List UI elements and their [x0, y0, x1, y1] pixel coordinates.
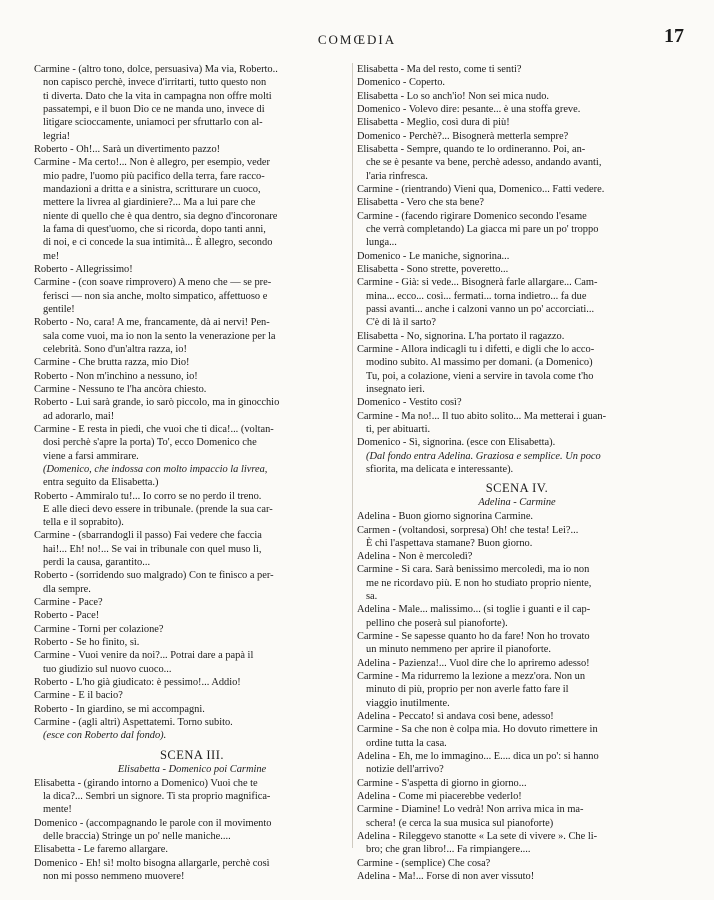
- dialogue-line: Elisabetta - Meglio, così dura di più!: [357, 117, 510, 129]
- dialogue-line: Carmine - (semplice) Che cosa?: [357, 857, 491, 869]
- dialogue-line: Domenico - Eh! sì! molto bisogna allargarle, perchè così: [34, 857, 270, 869]
- dialogue-continuation: legria!: [43, 130, 71, 142]
- dialogue-line: Carmine - Ma certo!... Non è allegro, per esempio, veder: [34, 157, 271, 169]
- dialogue-line: Roberto - Non m'inchino a nessuno, io!: [34, 370, 198, 382]
- dialogue-continuation: ad adorarlo, mai!: [43, 410, 115, 422]
- dialogue-continuation: dosi perchè s'apre la porta) To', ecco Domenico che: [43, 437, 257, 449]
- running-head: COMŒDIA: [317, 32, 397, 47]
- dialogue-continuation: mina... ecco... così... fermati... torna indietro... fa due: [366, 290, 587, 302]
- dialogue-continuation: mandazioni a dritta e a sinistra, scritturare un cuoco,: [43, 183, 261, 195]
- dialogue-line: Carmen - (voltandosi, sorpresa) Oh! che testa! Lei?...: [357, 524, 579, 536]
- dialogue-continuation: me ne ricordavo più. E non ho studiato proprio niente,: [366, 577, 592, 589]
- dialogue-continuation: tella e il soprabito).: [43, 517, 124, 529]
- dialogue-continuation: celebrità. Sono d'un'altra razza, io!: [43, 343, 187, 355]
- dialogue-line: Elisabetta - (girando intorno a Domenico) Vuoi che te: [34, 777, 258, 789]
- dialogue-line: Roberto - No, cara! A me, francamente, dà ai nervi! Pen-: [34, 317, 270, 329]
- dialogue-line: Carmine - Sì cara. Sarà benissimo mercoledì, ma io non: [357, 564, 590, 576]
- dialogue-line: Roberto - Allegrissimo!: [34, 263, 133, 275]
- dialogue-line: Domenico - Vestito così?: [357, 397, 462, 409]
- dialogue-continuation: mio padre, l'uomo più pacifico della terra, fare racco-: [43, 170, 265, 182]
- dialogue-line: Carmine - Allora indicagli tu i difetti, e digli che lo acco-: [357, 343, 595, 355]
- dialogue-continuation: E alle dieci devo essere in tribunale. (prende la sua car-: [43, 503, 273, 515]
- dialogue-line: Carmine - S'aspetta di giorno in giorno...: [357, 777, 527, 789]
- scene-characters: Adelina - Carmine: [478, 497, 556, 509]
- dialogue-continuation: passatempi, e il buon Dio ce ne manda uno, invece di: [43, 103, 265, 115]
- dialogue-line: Adelina - Male... malissimo... (si toglie i guanti e il cap-: [357, 604, 591, 616]
- dialogue-line: Adelina - Rileggevo stanotte « La sete di vivere ». Che li-: [357, 831, 598, 843]
- dialogue-continuation: ti, per abituarti.: [366, 423, 431, 435]
- dialogue-continuation: litigare scioccamente, uniamoci per sfruttarlo con al-: [43, 117, 263, 129]
- dialogue-continuation: hai!... Eh! no!... Se vai in tribunale con quel muso lì,: [43, 543, 262, 555]
- dialogue-continuation: gentile!: [43, 303, 75, 315]
- dialogue-line: Carmine - Che brutta razza, mio Dio!: [34, 357, 190, 369]
- dialogue-line: Elisabetta - Sempre, quando te lo ordineranno. Poi, an-: [357, 143, 586, 155]
- right-column: [357, 63, 677, 883]
- dialogue-continuation: dla sempre.: [43, 583, 91, 595]
- dialogue-continuation: entra seguito da Elisabetta.): [43, 477, 159, 489]
- dialogue-line: Domenico - (accompagnando le parole con il movimento: [34, 817, 272, 829]
- stage-direction: (esce con Roberto dal fondo).: [43, 730, 167, 742]
- dialogue-line: Carmine - (sbarrandogli il passo) Fai vedere che faccia: [34, 530, 262, 542]
- dialogue-line: Carmine - Vuoi venire da noi?... Potrai dare a papà il: [34, 650, 254, 662]
- dialogue-line: Elisabetta - Vero che sta bene?: [357, 197, 485, 209]
- dialogue-continuation: sala come vuoi, ma io non la sento la venerazione per la: [43, 330, 276, 342]
- dialogue-line: Carmine - (agli altri) Aspettatemi. Torno subito.: [34, 717, 233, 729]
- dialogue-continuation: di noi, e ci concede la sua intimità... È allegro, secondo: [43, 237, 273, 249]
- dialogue-continuation: tuo giudizio sul nuovo cuoco...: [43, 663, 172, 675]
- dialogue-line: Carmine - Nessuno te l'ha ancòra chiesto.: [34, 383, 207, 395]
- dialogue-line: Adelina - Peccato! sì andava così bene, adesso!: [357, 711, 554, 723]
- dialogue-continuation: non capisco perchè, invece d'irritarti, tutto questo non: [43, 77, 267, 89]
- dialogue-line: Roberto - (sorridendo suo malgrado) Con te finisco a per-: [34, 570, 274, 582]
- dialogue-continuation: la dica?... Sembri un signore. Ti sta proprio magnifica-: [43, 791, 271, 803]
- dialogue-continuation: sa.: [366, 591, 378, 603]
- dialogue-line: Adelina - Pazienza!... Vuol dire che lo apriremo adesso!: [357, 657, 590, 669]
- dialogue-line: Elisabetta - No, signorina. L'ha portato il ragazzo.: [357, 330, 565, 342]
- dialogue-line: Elisabetta - Ma del resto, come ti senti?: [357, 64, 522, 75]
- page-number: 17: [664, 25, 684, 47]
- dialogue-continuation: bro; che gran libro!... Fa rimpiangere....: [366, 844, 531, 856]
- dialogue-continuation: ordine tutta la casa.: [366, 737, 447, 749]
- dialogue-continuation: delle braccia) Stringe un po' nelle maniche....: [43, 831, 231, 843]
- dialogue-line: Roberto - Ammiralo tu!... Io corro se no perdo il treno.: [34, 490, 262, 502]
- scene-characters: Elisabetta - Domenico poi Carmine: [117, 763, 267, 775]
- dialogue-line: Domenico - Volevo dire: pesante... è una stoffa greve.: [357, 103, 581, 115]
- dialogue-line: Roberto - Lui sarà grande, io sarò piccolo, ma in ginocchio: [34, 397, 280, 409]
- dialogue-continuation: la fama di quest'uomo, che si ricorda, dopo tanti anni,: [43, 223, 266, 235]
- dialogue-line: Domenico - Perchè?... Bisognerà metterla sempre?: [357, 130, 569, 142]
- dialogue-continuation: che se è pesante va bene, perchè adesso, andando avanti,: [366, 157, 602, 169]
- dialogue-line: Adelina - Buon giorno signorina Carmine.: [357, 511, 534, 523]
- dialogue-line: Carmine - (facendo rigirare Domenico secondo l'esame: [357, 210, 587, 222]
- dialogue-continuation: mente!: [43, 804, 72, 816]
- dialogue-line: Carmine - E resta in piedi, che vuoi che ti dica!... (voltan-: [34, 423, 274, 435]
- stage-direction: (Dal fondo entra Adelina. Graziosa e semplice. Un poco: [366, 450, 601, 462]
- dialogue-line: Carmine - E il bacio?: [34, 690, 123, 702]
- dialogue-continuation: non mi posso nemmeno muovere!: [43, 871, 185, 883]
- dialogue-continuation: ferisci — non sia anche, molto simpatico, affettuoso e: [43, 290, 268, 302]
- dialogue-continuation: un minuto nemmeno per aprire il pianoforte.: [366, 644, 551, 656]
- dialogue-line: Roberto - L'ho già giudicato: è pessimo!... Addio!: [34, 677, 241, 689]
- dialogue-continuation: modino subito. Al massimo per domani. (a Domenico): [366, 357, 593, 369]
- dialogue-continuation: perdi la causa, garantito...: [43, 557, 151, 569]
- dialogue-line: Roberto - Pace!: [34, 610, 100, 622]
- dialogue-continuation: Tu, poi, a colazione, vieni a servire in tavola come t'ho: [366, 370, 594, 382]
- dialogue-line: Elisabetta - Le faremo allargare.: [34, 844, 168, 856]
- dialogue-continuation: ti diverta. Dato che la vita in campagna non offre molti: [43, 90, 272, 102]
- dialogue-continuation: pellino che poserà sul pianoforte).: [366, 617, 508, 629]
- dialogue-line: Carmine - Torni per colazione?: [34, 623, 164, 635]
- dialogue-continuation: viaggio inutilmente.: [366, 697, 450, 709]
- dialogue-continuation: minuto di più, proprio per non averle fatto fare il: [366, 684, 569, 696]
- dialogue-continuation: che verrà completando) La giacca mi pare un po' troppo: [366, 223, 599, 235]
- dialogue-line: Roberto - Se ho finito, sì.: [34, 637, 140, 649]
- scene-heading: SCENA III.: [159, 747, 225, 762]
- dialogue-continuation: mettere la livrea al giardiniere?... Ma a lui pare che: [43, 197, 256, 209]
- dialogue-continuation: insegnato ieri.: [366, 383, 425, 395]
- dialogue-line: Adelina - Ma!... Forse di non aver vissuto!: [357, 871, 535, 883]
- dialogue-line: Adelina - Eh, me lo immagino... E.... dica un po': si hanno: [357, 751, 599, 763]
- dialogue-line: Carmine - Se sapesse quanto ho da fare! Non ho trovato: [357, 631, 590, 643]
- dialogue-continuation: È chi l'aspettava stamane? Buon giorno.: [366, 537, 533, 549]
- dialogue-line: Carmine - (con soave rimprovero) A meno che — se pre-: [34, 277, 272, 289]
- dialogue-continuation: notizie dell'arrivo?: [366, 764, 444, 776]
- dialogue-line: Carmine - Ma no!... Il tuo abito solito... Ma metterai i guan-: [357, 410, 607, 422]
- dialogue-continuation: viene a farsi ammirare.: [43, 450, 139, 462]
- dialogue-line: Carmine - (altro tono, dolce, persuasiva) Ma via, Roberto..: [34, 64, 278, 75]
- dialogue-line: Carmine - (rientrando) Vieni qua, Domenico... Fatti vedere.: [357, 183, 605, 195]
- dialogue-continuation: l'aria rinfresca.: [366, 170, 428, 182]
- dialogue-line: Roberto - In giardino, se mi accompagni.: [34, 703, 205, 715]
- dialogue-continuation: schera! (e cerca la sua musica sul pianoforte): [366, 817, 554, 829]
- dialogue-continuation: passi avanti... anche i calzoni vanno un po' accorciati...: [366, 303, 595, 315]
- stage-direction: (Domenico, che indossa con molto impaccio la livrea,: [43, 463, 268, 475]
- dialogue-line: Elisabetta - Lo so anch'io! Non sei mica nudo.: [357, 90, 550, 102]
- dialogue-continuation: niente di quello che è qua dentro, sia degno d'incoronare: [43, 210, 278, 222]
- dialogue-line: Carmine - Diamine! Lo vedrà! Non arriva mica in ma-: [357, 804, 584, 816]
- dialogue-line: Adelina - Non è mercoledì?: [357, 551, 473, 563]
- dialogue-continuation: C'è di là il sarto?: [366, 317, 436, 329]
- dialogue-line: Domenico - Sì, signorina. (esce con Elisabetta).: [357, 437, 556, 449]
- dialogue-line: Domenico - Coperto.: [357, 77, 446, 89]
- left-column: [34, 63, 350, 883]
- dialogue-continuation: sfiorita, ma delicata e interessante).: [366, 463, 514, 475]
- page-header: [0, 24, 714, 48]
- dialogue-line: Carmine - Pace?: [34, 597, 103, 609]
- dialogue-line: Roberto - Oh!... Sarà un divertimento pazzo!: [34, 143, 221, 155]
- dialogue-line: Adelina - Come mi piacerebbe vederlo!: [357, 791, 522, 803]
- scene-heading: SCENA IV.: [485, 481, 549, 496]
- dialogue-line: Carmine - Sa che non è colpa mia. Ho dovuto rimettere in: [357, 724, 598, 736]
- dialogue-continuation: lunga...: [366, 237, 397, 249]
- dialogue-line: Carmine - Già: si vede... Bisognerà farle allargare... Cam-: [357, 277, 598, 289]
- dialogue-line: Domenico - Le maniche, signorina...: [357, 250, 510, 262]
- dialogue-line: Carmine - Ma ridurremo la lezione a mezz'ora. Non un: [357, 671, 586, 683]
- dialogue-line: Elisabetta - Sono strette, poveretto...: [357, 263, 509, 275]
- dialogue-continuation: me!: [43, 250, 60, 262]
